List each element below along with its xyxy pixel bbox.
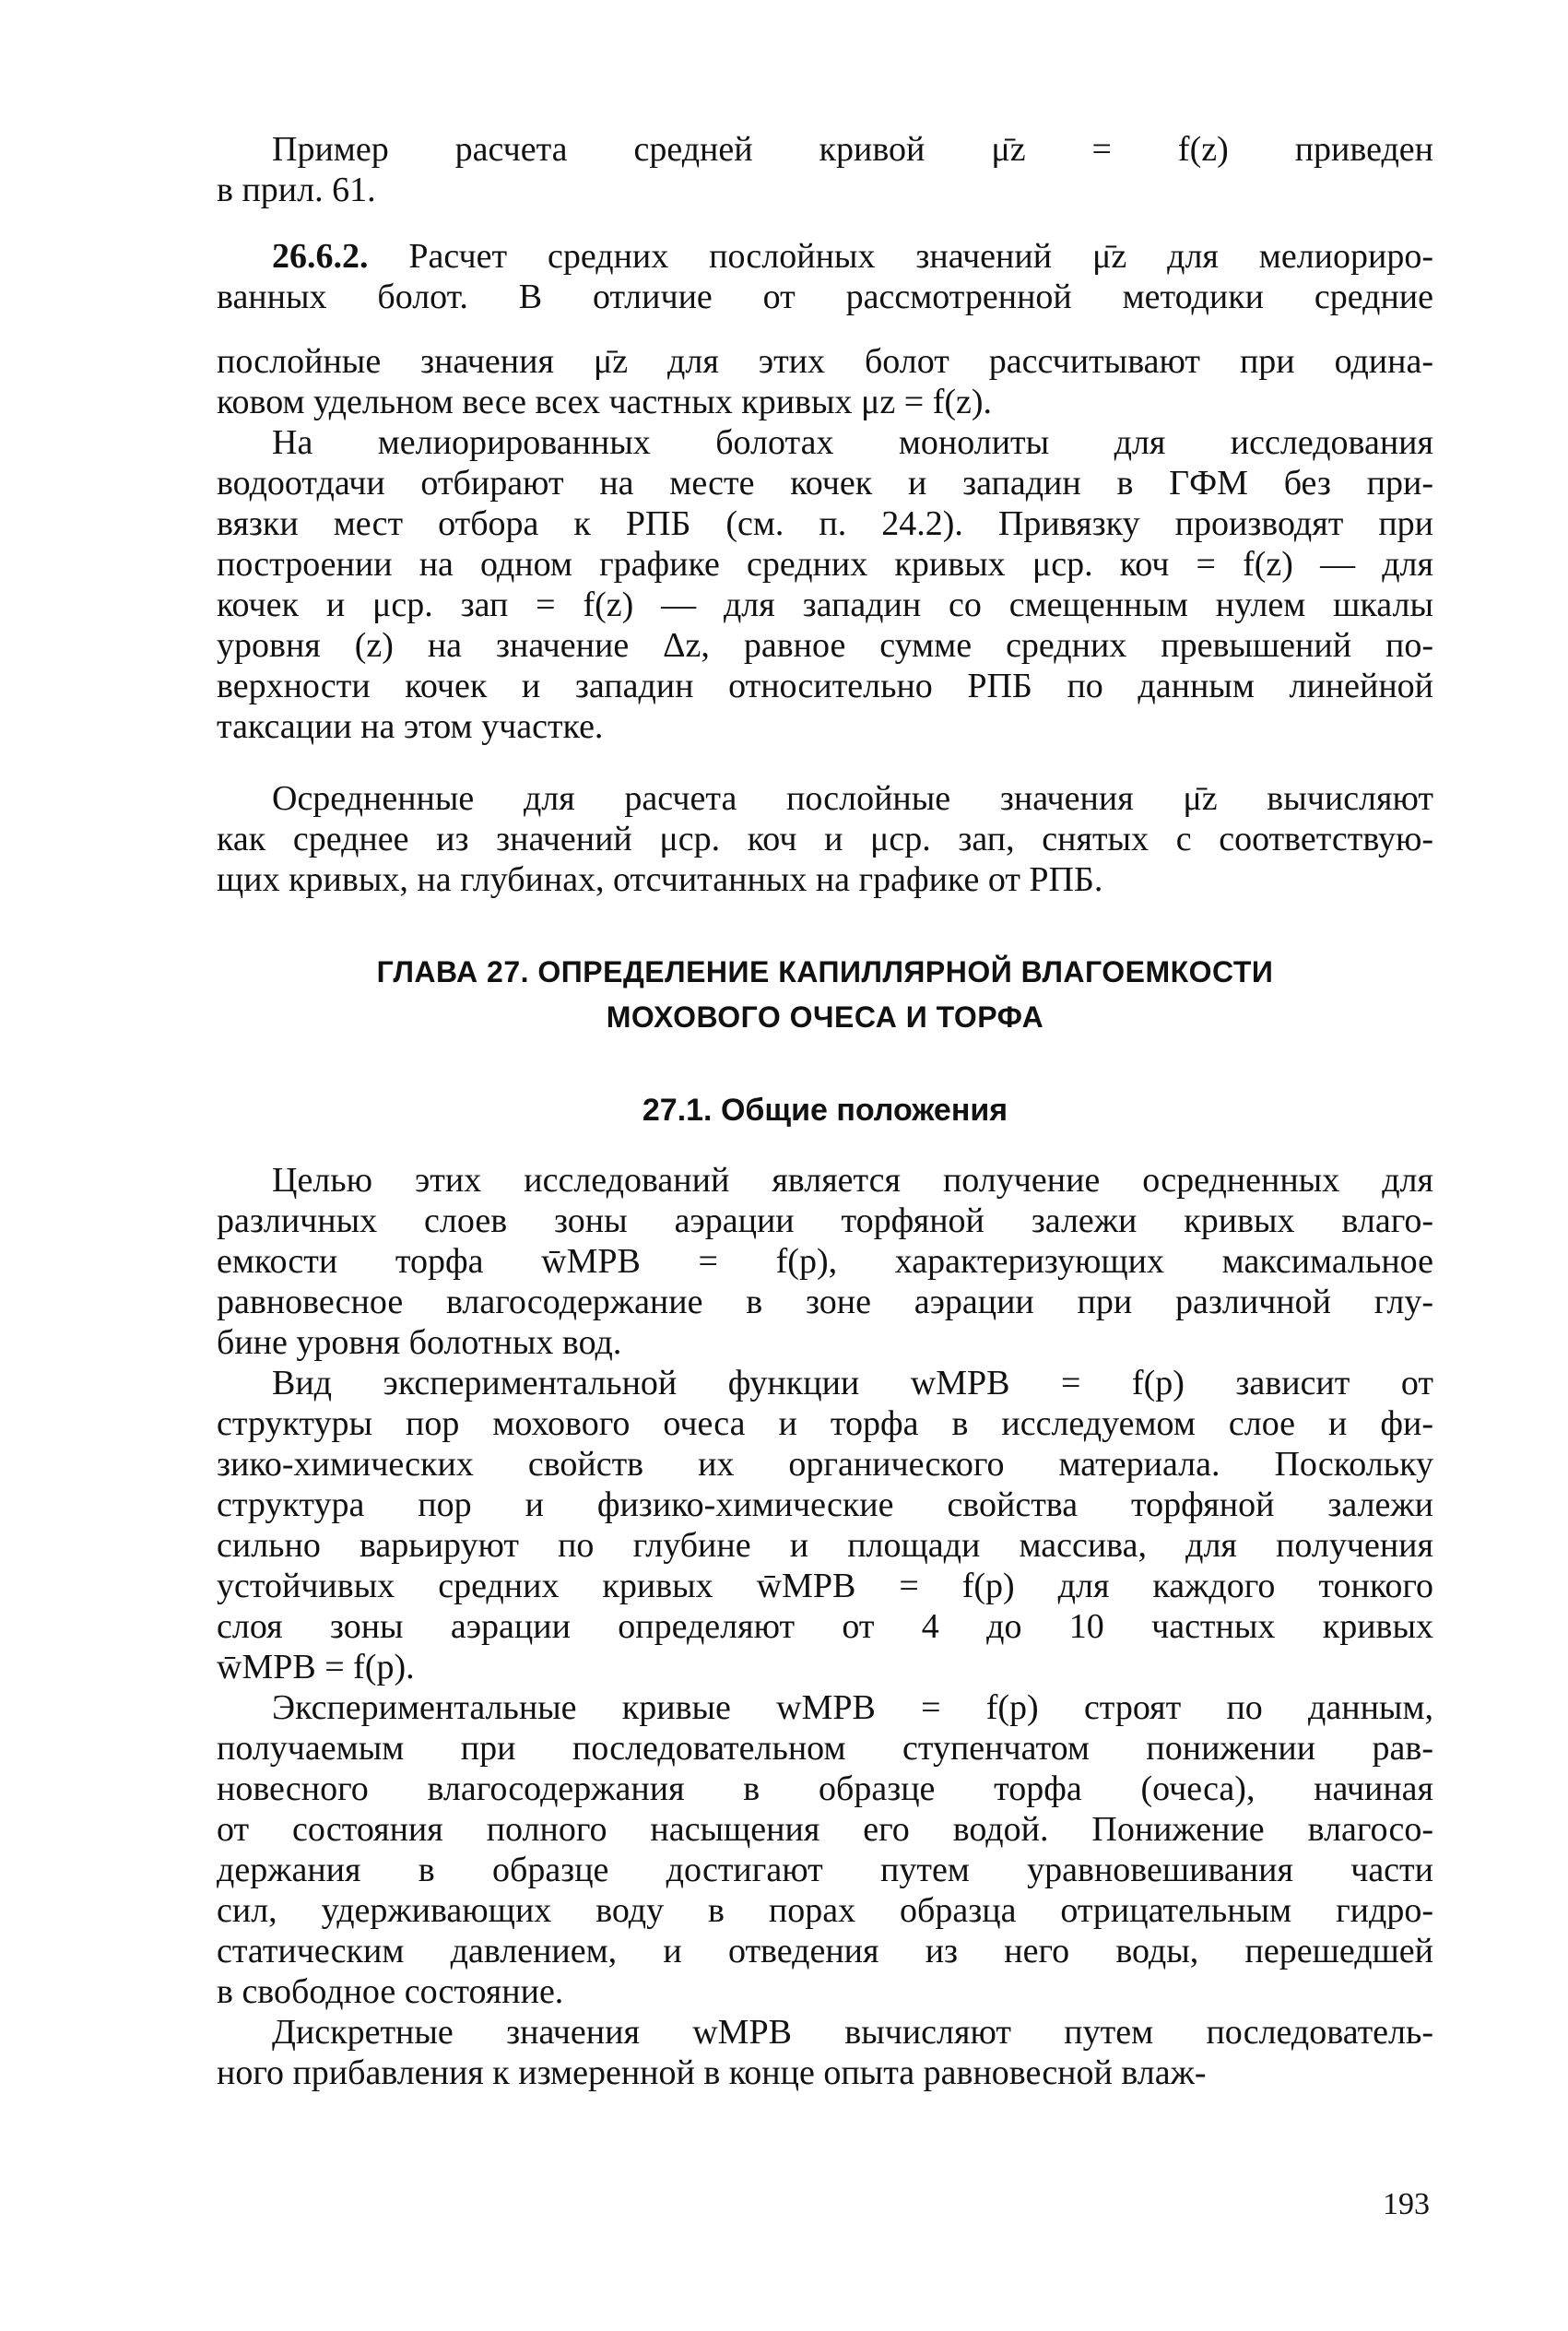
text-line: емкости торфа w̄МРВ = f(p), характеризующих максимальное [217,1242,1433,1281]
paragraph [217,2012,1433,2093]
chapter-heading-line: МОХОВОГО ОЧЕСА И ТОРФА [606,1000,1044,1034]
paragraph [217,422,1433,747]
paragraph [217,1363,1433,1687]
text-line: 26.6.2. Расчет средних послойных значений μ̄z для мелиориро- [272,237,1433,276]
text-line: ванных болот. В отличие от рассмотренной методики средние [217,278,1433,316]
text-line: зико-химических свойств их органического материала. Поскольку [217,1445,1433,1484]
text-line: w̄МРВ = f(p). [217,1648,415,1686]
text-line: в свободное состояние. [217,1972,564,2011]
text-line: Экспериментальные кривые wМРВ = f(p) строят по данным, [272,1688,1433,1727]
text-line: Вид экспериментальной функции wМРВ = f(p) зависит от [272,1364,1433,1402]
text-line: новесного влагосодержания в образце торфа (очеса), начиная [217,1769,1433,1808]
text-line: послойные значения μ̄z для этих болот рассчитывают при одина- [217,342,1433,381]
page-number: 193 [1383,2187,1430,2221]
text-line: уровня (z) на значение Δz, равное сумме средних превышений по- [217,626,1433,665]
text-line: Пример расчета средней кривой μ̄z = f(z) приведен [272,130,1433,169]
text-line: Осредненные для расчета послойные значения μ̄z вычисляют [272,779,1433,818]
paragraph [217,1160,1433,1363]
chapter-heading-line: ГЛАВА 27. ОПРЕДЕЛЕНИЕ КАПИЛЛЯРНОЙ ВЛАГОЕМКОСТИ [376,955,1274,988]
text-line: ного прибавления к измеренной в конце опыта равновесной влаж- [217,2053,1207,2092]
text-line: вязки мест отбора к РПБ (см. п. 24.2). Привязку производят при [217,504,1433,543]
top-text [217,129,1433,900]
text-line: от состояния полного насыщения его водой. Понижение влагосо- [217,1810,1433,1849]
text-line: построении на одном графике средних кривых μср. коч = f(z) — для [217,545,1433,584]
section-heading: 27.1. Общие положения [642,1093,1008,1128]
text-line: структура пор и физико-химические свойства торфяной залежи [217,1485,1433,1524]
paragraph [217,778,1433,900]
text-line: различных слоев зоны аэрации торфяной залежи кривых влаго- [217,1201,1433,1240]
text-line: получаемым при последовательном ступенчатом понижении рав- [217,1729,1433,1768]
chapter-heading [217,950,1433,1040]
text-line: в прил. 61. [217,171,376,209]
text-line: водоотдачи отбирают на месте кочек и западин в ГФМ без при- [217,464,1433,503]
text-line: ковом удельном весе всех частных кривых μz = f(z). [217,383,993,421]
text-line: щих кривых, на глубинах, отсчитанных на графике от РПБ. [217,860,1103,899]
section-number: 26.6.2. [272,237,369,276]
paragraph [217,129,1433,210]
text-line: сил, удерживающих воду в порах образца отрицательным гидро- [217,1891,1433,1930]
paragraph [217,1687,1433,2012]
text-line: статическим давлением, и отведения из него воды, перешедшей [217,1932,1433,1970]
paragraph [217,236,1433,422]
text-line: Целью этих исследований является получение осредненных для [272,1161,1433,1200]
text-line: На мелиорированных болотах монолиты для исследования [272,423,1433,462]
text-line: бине уровня болотных вод. [217,1323,622,1362]
text-line: кочек и μср. зап = f(z) — для западин со смещенным нулем шкалы [217,586,1433,624]
text-line: структуры пор мохового очеса и торфа в исследуемом слое и фи- [217,1404,1433,1443]
text-line: слоя зоны аэрации определяют от 4 до 10 частных кривых [217,1607,1433,1646]
text-line: держания в образце достигают путем уравновешивания части [217,1851,1433,1889]
text-line: таксации на этом участке. [217,707,604,746]
section-body [217,1160,1433,2093]
text-line: верхности кочек и западин относительно РПБ по данным линейной [217,667,1433,705]
text-line: сильно варьируют по глубине и площади массива, для получения [217,1526,1433,1565]
text-line: устойчивых средних кривых w̄МРВ = f(p) для каждого тонкого [217,1567,1433,1605]
text-line: как среднее из значений μср. коч и μср. зап, снятых с соответствую- [217,820,1433,858]
text-line: равновесное влагосодержание в зоне аэрации при различной глу- [217,1283,1433,1321]
text-line: Дискретные значения wМРВ вычисляют путем последователь- [272,2013,1433,2052]
